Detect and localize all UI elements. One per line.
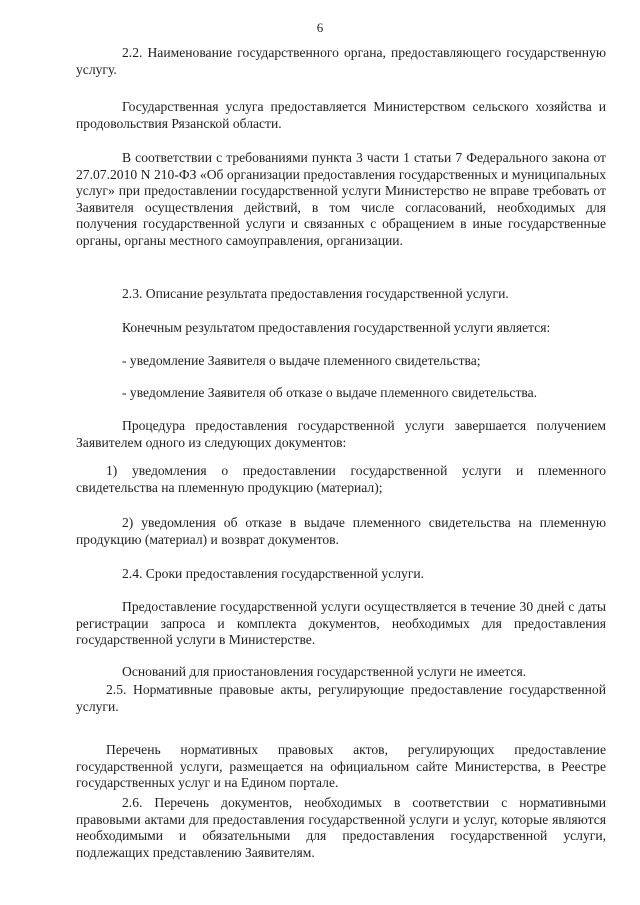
list-item-notice-issue: - уведомление Заявителя о выдаче племенного свидетельства; [122, 353, 481, 368]
paragraph-2-2-heading: 2.2. Наименование государственного органа, предоставляющего государственную услугу. [76, 45, 606, 77]
paragraph-procedure: Процедура предоставления государственной услуги завершается получением Заявителем одного из следующих документов: [76, 418, 606, 450]
list-item-notice-refusal: - уведомление Заявителя об отказе о выдаче племенного свидетельства. [122, 385, 538, 400]
list-item-document-1: 1) уведомления о предоставлении государственной услуги и племенного свидетельства на племенную продукцию (материал); [76, 463, 606, 495]
page-number: 6 [316, 20, 324, 35]
paragraph-final-result: Конечным результатом предоставления государственной услуги является: [122, 320, 551, 335]
paragraph-2-5-heading: 2.5. Нормативные правовые акты, регулирующие предоставление государственной услуги. [76, 682, 606, 714]
paragraph-2-6-heading: 2.6. Перечень документов, необходимых в соответствии с нормативными правовыми актами для предоставления государственной услуги и услуг, которые являются необходимыми и обязательными для предоставления государственной услуги, подлежащих представлению Заявителям. [76, 795, 606, 860]
paragraph-2-4-heading: 2.4. Сроки предоставления государственной услуги. [122, 566, 425, 581]
paragraph-2-3-heading: 2.3. Описание результата предоставления государственной услуги. [122, 286, 509, 301]
paragraph-service-provider: Государственная услуга предоставляется Министерством сельского хозяйства и продовольствия Рязанской области. [76, 99, 606, 131]
list-item-document-2: 2) уведомления об отказе в выдаче племенного свидетельства на племенную продукцию (материал) и возврат документов. [76, 515, 606, 547]
paragraph-legal-acts-list: Перечень нормативных правовых актов, регулирующих предоставление государственной услуги, размещается на официальном сайте Министерства, в Реестре государственных услуг и на Едином портале. [76, 742, 606, 791]
paragraph-law-requirements: В соответствии с требованиями пункта 3 части 1 статьи 7 Федерального закона от 27.07.2010 N 210-ФЗ «Об организации предоставления государственных и муниципальных услуг» при предоставлении государственной услуги Министерство не вправе требовать от Заявителя осуществления действий, в том числе согласований, необходимых для получения государственной услуги и связанных с обращением в иные государственные органы, органы местного самоуправления, организации. [76, 150, 606, 248]
paragraph-no-suspension: Оснований для приостановления государственной услуги не имеется. [122, 664, 527, 679]
paragraph-terms: Предоставление государственной услуги осуществляется в течение 30 дней с даты регистрации запроса и комплекта документов, необходимых для предоставления государственной услуги в Министерстве. [76, 599, 606, 648]
